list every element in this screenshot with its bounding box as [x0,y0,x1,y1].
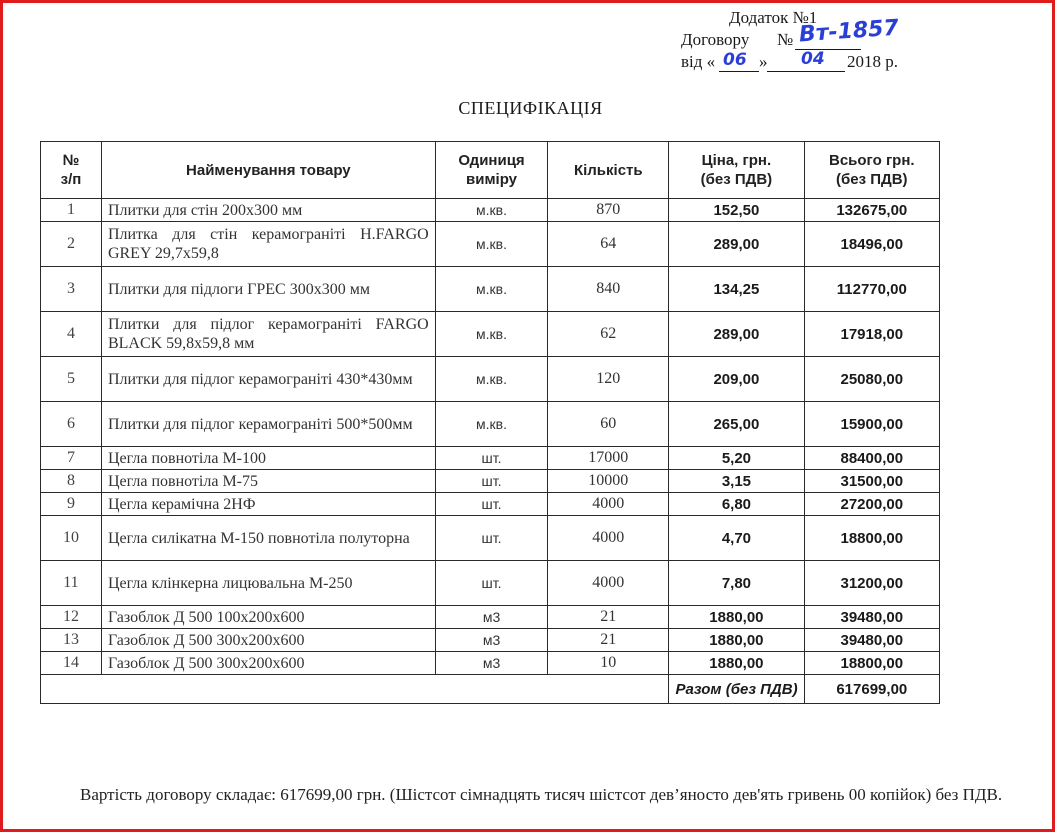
row-name: Газоблок Д 500 100x200x600 [101,606,435,629]
row-unit: м.кв. [435,312,548,357]
row-unit: м.кв. [435,357,548,402]
row-num: 7 [41,447,102,470]
row-price: 289,00 [669,312,804,357]
row-qty: 10 [548,652,669,675]
row-num: 4 [41,312,102,357]
number-sign: № [777,30,794,49]
specification-table [40,141,940,704]
table-row [41,357,940,402]
row-name: Газоблок Д 500 300x200x600 [101,652,435,675]
row-total: 88400,00 [804,447,939,470]
contract-number-handwritten: Вт-1857 [798,15,900,48]
row-qty: 870 [548,199,669,222]
row-unit: шт. [435,561,548,606]
date-month-handwritten: 04 [801,49,825,69]
row-name: Плитки для підлог керамограніті 430*430мм [101,357,435,402]
row-num: 6 [41,402,102,447]
row-qty: 17000 [548,447,669,470]
row-num: 2 [41,222,102,267]
table-row [41,629,940,652]
table-row [41,652,940,675]
row-price: 5,20 [669,447,804,470]
row-qty: 21 [548,629,669,652]
row-unit: шт. [435,516,548,561]
row-unit: м.кв. [435,267,548,312]
row-total: 39480,00 [804,606,939,629]
row-qty: 120 [548,357,669,402]
row-qty: 4000 [548,561,669,606]
row-unit: м3 [435,652,548,675]
row-name: Цегла силікатна М-150 повнотіла полуторна [101,516,435,561]
row-qty: 4000 [548,493,669,516]
header-price: Ціна, грн. (без ПДВ) [669,142,804,199]
row-total: 18496,00 [804,222,939,267]
row-price: 209,00 [669,357,804,402]
date-prefix: від « [681,52,716,71]
table-row [41,267,940,312]
row-qty: 4000 [548,516,669,561]
row-total: 39480,00 [804,629,939,652]
table-row [41,493,940,516]
date-day-underline [719,71,759,72]
row-qty: 840 [548,267,669,312]
row-price: 6,80 [669,493,804,516]
row-qty: 62 [548,312,669,357]
header-qty: Кількість [548,142,669,199]
row-num: 12 [41,606,102,629]
row-price: 3,15 [669,470,804,493]
contract-value-text: Вартість договору складає: 617699,00 грн. (Шістсот сімнадцять тисяч шістсот дев’яносто дев'ять гривень 00 копійок) без ПДВ. [80,785,1003,804]
header-num: № з/п [41,142,102,199]
row-num: 9 [41,493,102,516]
document-title: СПЕЦИФІКАЦІЯ [458,98,603,118]
row-total: 27200,00 [804,493,939,516]
row-unit: шт. [435,493,548,516]
row-num: 11 [41,561,102,606]
row-qty: 60 [548,402,669,447]
row-total: 17918,00 [804,312,939,357]
row-name: Плитка для стін керамограніті H.FARGO GREY 29,7x59,8 [101,222,435,267]
row-total: 112770,00 [804,267,939,312]
row-unit: шт. [435,447,548,470]
row-num: 14 [41,652,102,675]
row-name: Газоблок Д 500 300x200x600 [101,629,435,652]
row-num: 8 [41,470,102,493]
row-unit: шт. [435,470,548,493]
row-name: Плитки для підлог керамограніті 500*500мм [101,402,435,447]
row-total: 31500,00 [804,470,939,493]
header-unit: Одиниця виміру [435,142,548,199]
date-year: 2018 р. [847,52,898,71]
row-name: Плитки для підлог керамограніті FARGO BLACK 59,8x59,8 мм [101,312,435,357]
table-row [41,561,940,606]
row-qty: 10000 [548,470,669,493]
table-row [41,606,940,629]
row-total: 15900,00 [804,402,939,447]
header-name: Найменування товару [101,142,435,199]
appendix-label: Додаток №1 [729,8,818,27]
row-price: 289,00 [669,222,804,267]
table-row [41,199,940,222]
table-row [41,516,940,561]
row-unit: м.кв. [435,199,548,222]
row-total: 18800,00 [804,652,939,675]
row-name: Плитки для підлоги ГРЕС 300x300 мм [101,267,435,312]
row-total: 31200,00 [804,561,939,606]
row-name: Цегла керамічна 2НФ [101,493,435,516]
row-unit: м3 [435,629,548,652]
row-name: Плитки для стін 200x300 мм [101,199,435,222]
row-num: 1 [41,199,102,222]
contract-label: Договору [681,30,750,49]
row-num: 3 [41,267,102,312]
table-row [41,447,940,470]
table-row [41,222,940,267]
row-price: 1880,00 [669,606,804,629]
row-price: 1880,00 [669,629,804,652]
appendix-header: Додаток №1 Договору № Вт-1857 від « 06 » 04 2018 р. [681,8,900,71]
row-qty: 64 [548,222,669,267]
row-name: Цегла клінкерна лицювальна М-250 [101,561,435,606]
row-total: 18800,00 [804,516,939,561]
row-total: 25080,00 [804,357,939,402]
row-price: 7,80 [669,561,804,606]
header-total: Всього грн. (без ПДВ) [804,142,939,199]
row-name: Цегла повнотіла М-100 [101,447,435,470]
row-price: 134,25 [669,267,804,312]
table-body [41,199,940,704]
row-num: 13 [41,629,102,652]
row-unit: м.кв. [435,222,548,267]
table-sum-row [41,675,940,704]
row-name: Цегла повнотіла М-75 [101,470,435,493]
row-price: 1880,00 [669,652,804,675]
row-price: 152,50 [669,199,804,222]
row-num: 10 [41,516,102,561]
date-day-handwritten: 06 [723,50,747,70]
row-total: 132675,00 [804,199,939,222]
sum-label: Разом (без ПДВ) [669,675,804,704]
date-month-underline [767,71,845,72]
table-row [41,402,940,447]
row-price: 265,00 [669,402,804,447]
row-unit: м.кв. [435,402,548,447]
sum-value: 617699,00 [804,675,939,704]
row-price: 4,70 [669,516,804,561]
sum-spacer [41,675,669,704]
table-row [41,312,940,357]
row-unit: м3 [435,606,548,629]
table-header-row [41,142,940,199]
table-row [41,470,940,493]
row-num: 5 [41,357,102,402]
row-qty: 21 [548,606,669,629]
